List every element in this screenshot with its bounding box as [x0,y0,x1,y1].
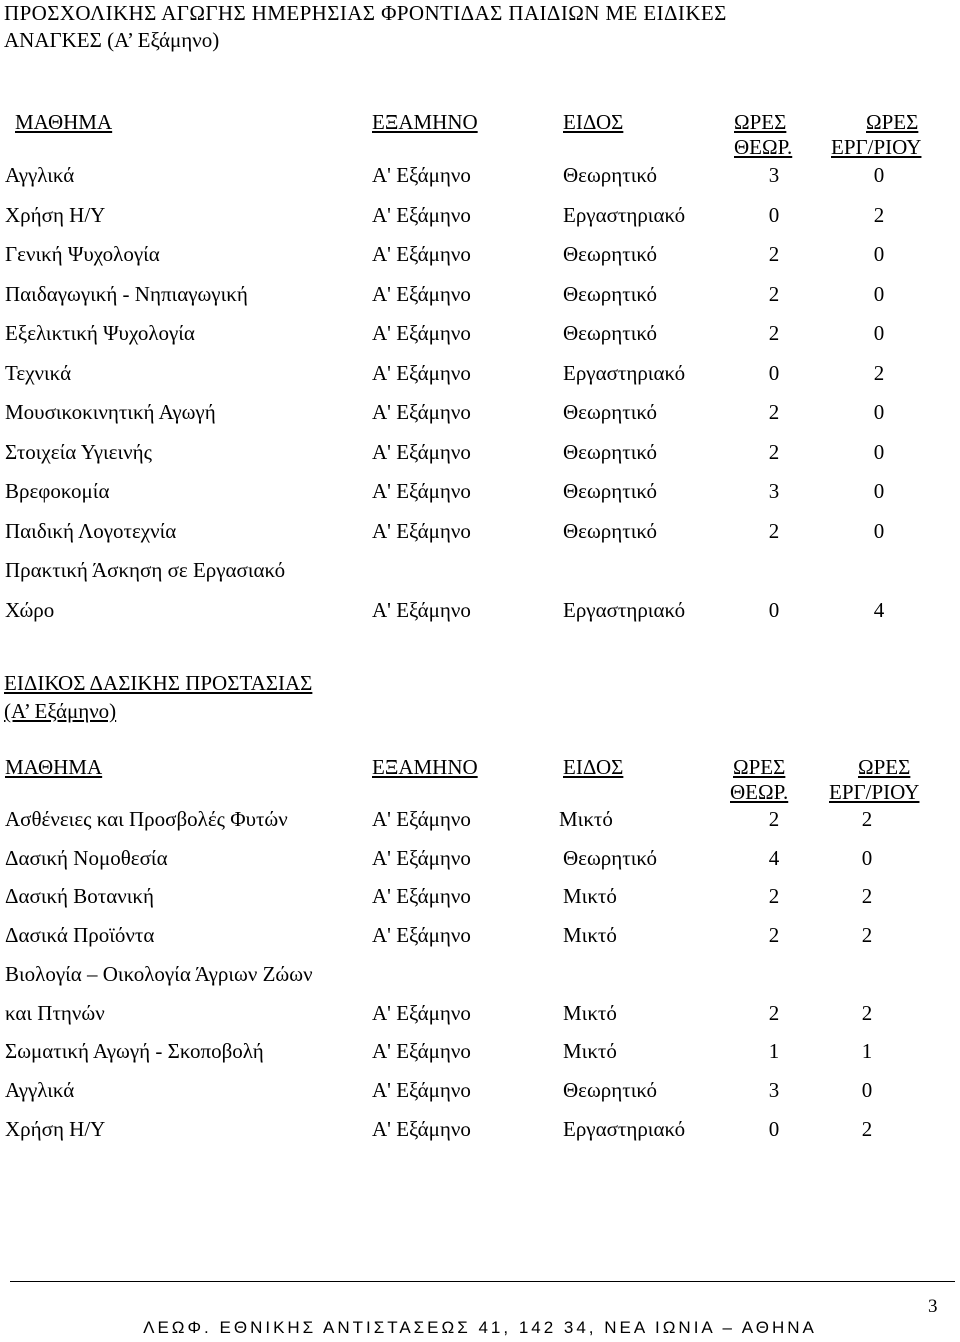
course-type: Θεωρητικό [563,1078,657,1102]
lab-hours: 2 [873,361,885,385]
theory-hours: 2 [768,1001,780,1025]
semester: Α' Εξάμηνο [372,242,471,266]
course-type: Θεωρητικό [563,321,657,345]
table-row [0,1039,960,1063]
table-row [0,1001,960,1025]
table-row [0,519,960,543]
course-name: Βιολογία – Οικολογία Άγριων Ζώων [5,962,313,986]
header-lab-line1: ΩΡΕΣ [858,755,911,779]
theory-hours: 4 [768,846,780,870]
theory-hours: 2 [768,884,780,908]
section2-title-line1: ΕΙΔΙΚΟΣ ΔΑΣΙΚΗΣ ΠΡΟΣΤΑΣΙΑΣ [4,671,313,695]
table-row [0,807,960,831]
header-semester: ΕΞΑΜΗΝΟ [372,110,478,134]
header-type: ΕΙΔΟΣ [563,755,624,779]
course-name: Στοιχεία Υγιεινής [5,440,152,464]
lab-hours: 0 [873,282,885,306]
theory-hours: 2 [768,242,780,266]
course-name: Δασικά Προϊόντα [5,923,155,947]
lab-hours: 0 [873,479,885,503]
course-type: Θεωρητικό [563,163,657,187]
theory-hours: 2 [768,400,780,424]
course-name: Εξελικτική Ψυχολογία [5,321,195,345]
course-type: Μικτό [563,1001,617,1025]
theory-hours: 3 [768,1078,780,1102]
table-row [0,923,960,947]
lab-hours: 1 [861,1039,873,1063]
header-lab-line1: ΩΡΕΣ [866,110,919,134]
theory-hours: 3 [768,479,780,503]
theory-hours: 3 [768,163,780,187]
course-type: Θεωρητικό [563,242,657,266]
course-type: Εργαστηριακό [563,598,686,622]
lab-hours: 0 [873,440,885,464]
page-number: 3 [928,1296,938,1317]
lab-hours: 2 [861,1117,873,1141]
table-row [0,242,960,266]
table-row [0,962,960,986]
course-name: Παιδαγωγική - Νηπιαγωγική [5,282,248,306]
header-course: ΜΑΘΗΜΑ [5,755,103,779]
theory-hours: 2 [768,923,780,947]
course-name: Παιδική Λογοτεχνία [5,519,177,543]
theory-hours: 2 [768,282,780,306]
course-type: Μικτό [563,923,617,947]
course-name: Πρακτική Άσκηση σε Εργασιακό [5,558,286,582]
table-row [0,1117,960,1141]
semester: Α' Εξάμηνο [372,884,471,908]
semester: Α' Εξάμηνο [372,519,471,543]
course-name: Δασική Βοτανική [5,884,154,908]
semester: Α' Εξάμηνο [372,479,471,503]
header-lab-line2: ΕΡΓ/ΡΙΟΥ [829,780,920,804]
course-name: Χώρο [5,598,55,622]
section1-table-header [0,110,960,162]
semester: Α' Εξάμηνο [372,163,471,187]
section2-title-line2: (Α’ Εξάμηνο) [4,699,117,723]
lab-hours: 4 [873,598,885,622]
section1-title-line1: ΠΡΟΣΧΟΛΙΚΗΣ ΑΓΩΓΗΣ ΗΜΕΡΗΣΙΑΣ ΦΡΟΝΤΙΔΑΣ ΠΑΙΔΙΩΝ ΜΕ ΕΙΔΙΚΕΣ [4,1,727,25]
theory-hours: 0 [768,598,780,622]
header-theory-line1: ΩΡΕΣ [733,755,786,779]
lab-hours: 2 [861,807,873,831]
semester: Α' Εξάμηνο [372,440,471,464]
section1-title-line2: ΑΝΑΓΚΕΣ (Α’ Εξάμηνο) [4,28,220,52]
lab-hours: 0 [873,163,885,187]
lab-hours: 0 [873,400,885,424]
semester: Α' Εξάμηνο [372,400,471,424]
table-row [0,282,960,306]
lab-hours: 0 [873,519,885,543]
course-name: Μουσικοκινητική Αγωγή [5,400,216,424]
course-name: Ασθένειες και Προσβολές Φυτών [5,807,288,831]
theory-hours: 2 [768,807,780,831]
table-row [0,884,960,908]
semester: Α' Εξάμηνο [372,321,471,345]
table-row [0,440,960,464]
course-name: Τεχνικά [5,361,72,385]
theory-hours: 2 [768,519,780,543]
table-row [0,321,960,345]
lab-hours: 0 [873,242,885,266]
section2-table-header [0,755,960,807]
table-row [0,400,960,424]
theory-hours: 0 [768,361,780,385]
header-theory-line2: ΘΕΩΡ. [734,135,793,159]
course-name: Δασική Νομοθεσία [5,846,168,870]
course-type: Εργαστηριακό [563,361,686,385]
theory-hours: 2 [768,321,780,345]
course-name: Βρεφοκομία [5,479,110,503]
course-type: Εργαστηριακό [563,1117,686,1141]
footer-address: ΛΕΩΦ. ΕΘΝΙΚΗΣ ΑΝΤΙΣΤΑΣΕΩΣ 41, 142 34, ΝΕΑ ΙΩΝΙΑ – ΑΘΗΝΑ [143,1318,817,1337]
course-type: Θεωρητικό [563,282,657,306]
course-name: και Πτηνών [5,1001,105,1025]
course-name: Αγγλικά [5,1078,75,1102]
course-type: Θεωρητικό [563,519,657,543]
course-type: Μικτό [563,1039,617,1063]
table-row [0,163,960,187]
semester: Α' Εξάμηνο [372,1001,471,1025]
semester: Α' Εξάμηνο [372,807,471,831]
semester: Α' Εξάμηνο [372,203,471,227]
lab-hours: 2 [873,203,885,227]
course-type: Μικτό [559,807,613,831]
table-row [0,203,960,227]
semester: Α' Εξάμηνο [372,282,471,306]
course-type: Θεωρητικό [563,440,657,464]
header-type: ΕΙΔΟΣ [563,110,624,134]
header-semester: ΕΞΑΜΗΝΟ [372,755,478,779]
theory-hours: 1 [768,1039,780,1063]
table-row [0,558,960,582]
semester: Α' Εξάμηνο [372,1039,471,1063]
lab-hours: 0 [873,321,885,345]
table-row [0,361,960,385]
table-row [0,479,960,503]
lab-hours: 2 [861,1001,873,1025]
course-name: Σωματική Αγωγή - Σκοποβολή [5,1039,264,1063]
course-type: Θεωρητικό [563,846,657,870]
semester: Α' Εξάμηνο [372,923,471,947]
footer-divider [10,1281,955,1282]
theory-hours: 0 [768,1117,780,1141]
semester: Α' Εξάμηνο [372,1117,471,1141]
course-name: Χρήση Η/Υ [5,1117,106,1141]
table-row [0,846,960,870]
course-type: Μικτό [563,884,617,908]
course-name: Χρήση Η/Υ [5,203,106,227]
semester: Α' Εξάμηνο [372,361,471,385]
theory-hours: 2 [768,440,780,464]
header-theory-line2: ΘΕΩΡ. [730,780,789,804]
header-theory-line1: ΩΡΕΣ [734,110,787,134]
table-row [0,598,960,622]
theory-hours: 0 [768,203,780,227]
lab-hours: 2 [861,884,873,908]
semester: Α' Εξάμηνο [372,1078,471,1102]
lab-hours: 2 [861,923,873,947]
course-name: Αγγλικά [5,163,75,187]
header-course: ΜΑΘΗΜΑ [15,110,113,134]
course-type: Εργαστηριακό [563,203,686,227]
table-row [0,1078,960,1102]
course-type: Θεωρητικό [563,400,657,424]
lab-hours: 0 [861,1078,873,1102]
course-name: Γενική Ψυχολογία [5,242,160,266]
header-lab-line2: ΕΡΓ/ΡΙΟΥ [831,135,922,159]
semester: Α' Εξάμηνο [372,846,471,870]
course-type: Θεωρητικό [563,479,657,503]
lab-hours: 0 [861,846,873,870]
semester: Α' Εξάμηνο [372,598,471,622]
